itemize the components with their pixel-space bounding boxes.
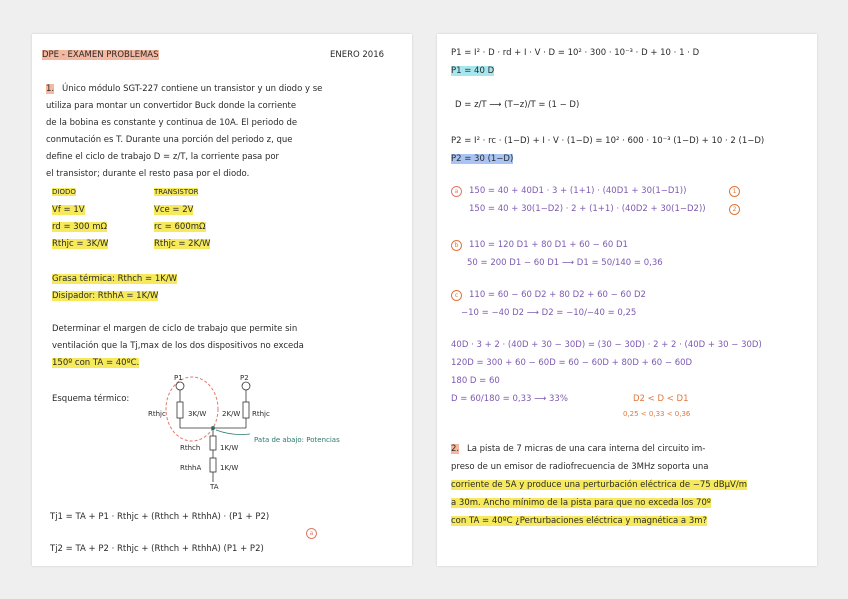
problem-2-line: con TA = 40ºC ¿Perturbaciones eléctrica y magnética a 3m? <box>451 516 708 526</box>
problem-1-number: 1. <box>46 84 55 94</box>
rthjc-left-value: 3K/W <box>188 410 207 418</box>
rthch-value: 1K/W <box>220 444 239 452</box>
transistor-param: rc = 600mΩ <box>154 222 206 232</box>
grasa-termica: Grasa térmica: Rthch = 1K/W <box>52 274 178 284</box>
equation-a1: 150 = 40 + 40D1 · 3 + (1+1) · (40D1 + 30(1−D1)) <box>469 186 687 196</box>
problem-2-line: corriente de 5A y produce una perturbación eléctrica de −75 dBµV/m <box>451 480 748 490</box>
equation-d3: 180 D = 60 <box>451 376 500 386</box>
rthjc-left-label: Rthjc <box>148 410 166 418</box>
problem-1-line: Único módulo SGT-227 contiene un transistor y un diodo y se <box>62 84 323 94</box>
equation-b2: 50 = 200 D1 − 60 D1 ⟶ D1 = 50/140 = 0,36 <box>467 258 663 268</box>
equation-c2: −10 = −40 D2 ⟶ D2 = −10/−40 = 0,25 <box>461 308 637 318</box>
duty-cycle-range: D2 < D < D1 <box>633 394 689 404</box>
problem-1-line: de la bobina es constante y continua de 10A. El periodo de <box>46 118 298 128</box>
equation-c1: 110 = 60 − 60 D2 + 80 D2 + 60 − 60 D2 <box>469 290 646 300</box>
equation-d2: 120D = 300 + 60 − 60D = 60 − 60D + 80D + 60 − 60D <box>451 358 693 368</box>
rthch-label: Rthch <box>180 444 201 452</box>
transistor-header: TRANSISTOR <box>154 188 199 196</box>
right-page <box>437 34 817 566</box>
rthha-value: 1K/W <box>220 464 239 472</box>
problem-2-line: La pista de 7 micras de una cara interna del circuito im- <box>467 444 706 454</box>
transistor-param: Vce = 2V <box>154 205 194 215</box>
left-page <box>32 34 412 566</box>
problem-1-line: define el ciclo de trabajo D = z/T, la corriente pasa por <box>46 152 280 162</box>
equation-a2: 150 = 40 + 30(1−D2) · 2 + (1+1) · (40D2 + 30(1−D2)) <box>469 204 706 214</box>
esquema-label: Esquema térmico: <box>52 394 130 404</box>
p2-label: P2 <box>240 374 249 382</box>
problem-2-number: 2. <box>451 444 460 454</box>
equation-d4: D = 60/180 = 0,33 ⟶ 33% <box>451 394 568 404</box>
diode-param: Vf = 1V <box>52 205 85 215</box>
header-date: ENERO 2016 <box>330 50 385 60</box>
p2-equation: P2 = I² · rc · (1−D) + I · V · (1−D) = 10² · 600 · 10⁻³ (1−D) + 10 · 2 (1−D) <box>451 136 765 146</box>
circle-label-c: c <box>451 290 462 301</box>
problem-2-line: preso de un emisor de radiofrecuencia de 3MHz soporta una <box>451 462 709 472</box>
equation-b1: 110 = 120 D1 + 80 D1 + 60 − 60 D1 <box>469 240 628 250</box>
problem-1-line: el transistor; durante el resto pasa por el diodo. <box>46 169 250 179</box>
problem-2-line: a 30m. Ancho mínimo de la pista para que no exceda los 70º <box>451 498 711 508</box>
ta-label: TA <box>210 483 219 491</box>
header-title: DPE - EXAMEN PROBLEMAS <box>42 50 159 60</box>
rthjc-right-value: 2K/W <box>222 410 241 418</box>
transistor-param: Rthjc = 2K/W <box>154 239 211 249</box>
equation-tj1: Tj1 = TA + P1 · Rthjc + (Rthch + RthhA) · (P1 + P2) <box>50 512 270 522</box>
tag-2: 2 <box>729 204 740 215</box>
p1-equation: P1 = I² · D · rd + I · V · D = 10² · 300 · 10⁻³ · D + 10 · 1 · D <box>451 48 700 58</box>
disipador: Disipador: RthhA = 1K/W <box>52 291 159 301</box>
potencias-annotation: Pata de abajo: Potencias <box>254 436 340 444</box>
determinar-line: ventilación que la Tj,max de los dos dispositivos no exceda <box>52 341 304 351</box>
circle-label-a: a <box>451 186 462 197</box>
duty-cycle-definition: D = z/T ⟶ (T−z)/T = (1 − D) <box>455 100 580 110</box>
determinar-line: 150º con TA = 40ºC. <box>52 358 140 368</box>
equation-d1: 40D · 3 + 2 · (40D + 30 − 30D) = (30 − 30D) · 2 + 2 · (40D + 30 − 30D) <box>451 340 762 350</box>
determinar-line: Determinar el margen de ciclo de trabajo que permite sin <box>52 324 298 334</box>
equation-tj2: Tj2 = TA + P2 · Rthjc + (Rthch + RthhA) (P1 + P2) <box>50 544 264 554</box>
circle-label-b: b <box>451 240 462 251</box>
diode-param: rd = 300 mΩ <box>52 222 107 232</box>
rthha-label: RthhA <box>180 464 202 472</box>
p1-label: P1 <box>174 374 183 382</box>
diode-param: Rthjc = 3K/W <box>52 239 109 249</box>
problem-1-line: conmutación es T. Durante una porción del periodo z, que <box>46 135 293 145</box>
problem-1-line: utiliza para montar un convertidor Buck donde la corriente <box>46 101 297 111</box>
tag-1: 1 <box>729 186 740 197</box>
thermal-circuit-diagram <box>142 374 392 494</box>
diode-header: DIODO <box>52 188 76 196</box>
circle-mark: a <box>306 528 317 539</box>
p2-result: P2 = 30 (1−D) <box>451 154 514 164</box>
rthjc-right-label: Rthjc <box>252 410 270 418</box>
p1-result: P1 = 40 D <box>451 66 495 76</box>
duty-cycle-check: 0,25 < 0,33 < 0,36 <box>623 410 691 418</box>
